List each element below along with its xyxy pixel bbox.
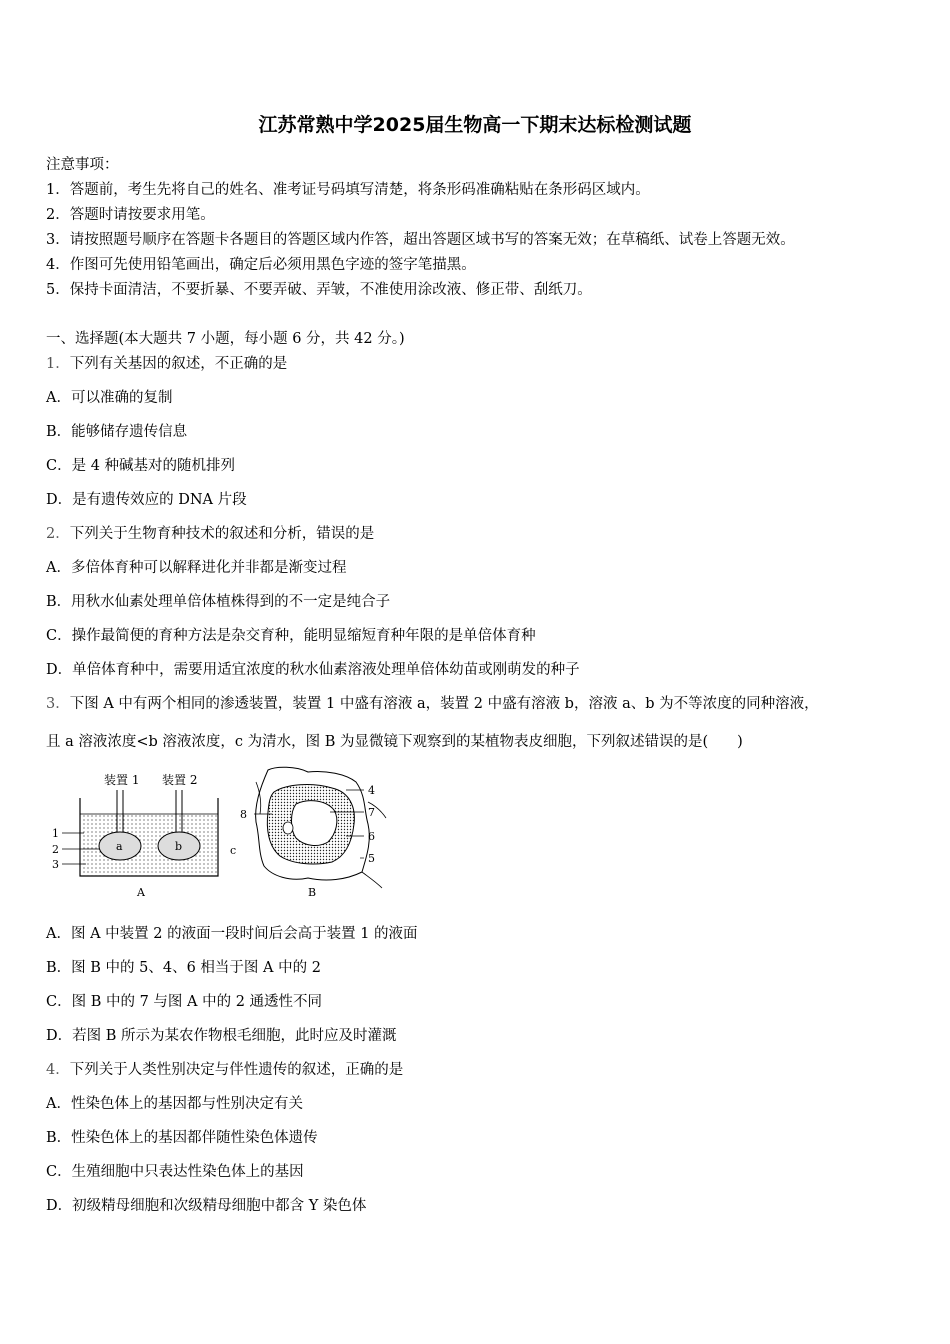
question-1-option-d: D．是有遗传效应的 DNA 片段: [46, 492, 247, 508]
question-4-option-c: C．生殖细胞中只表达性染色体上的基因: [46, 1164, 304, 1180]
part-1-label: 1: [52, 827, 59, 840]
device-1-label: 装置 1: [104, 773, 140, 787]
osmosis-diagram: [46, 762, 396, 902]
question-number: 2．: [46, 526, 70, 542]
notice-heading: 注意事项：: [46, 157, 119, 173]
notice-item: 4．作图可先使用铅笔画出，确定后必须用黑色字迹的签字笔描黑。: [46, 257, 476, 273]
figure-b-caption: B: [308, 886, 317, 899]
part-4-label: 4: [368, 784, 375, 797]
osmosis-figure: [46, 762, 396, 902]
question-2-option-c: C．操作最简便的育种方法是杂交育种，能明显缩短育种年限的是单倍体育种: [46, 628, 536, 644]
part-6-label: 6: [368, 830, 375, 843]
notice-item: 1．答题前，考生先将自己的姓名、准考证号码填写清楚，将条形码准确粘贴在条形码区域内。: [46, 182, 650, 198]
device-2-label: 装置 2: [162, 773, 198, 787]
question-3-option-b: B．图 B 中的 5、4、6 相当于图 A 中的 2: [46, 960, 321, 976]
question-3-option-a: A．图 A 中装置 2 的液面一段时间后会高于装置 1 的液面: [46, 926, 418, 942]
question-3-option-c: C．图 B 中的 7 与图 A 中的 2 通透性不同: [46, 994, 323, 1010]
question-1-stem: 1．下列有关基因的叙述，不正确的是: [46, 356, 288, 372]
solution-b-label: b: [175, 840, 183, 853]
notice-item: 5．保持卡面清洁，不要折暴、不要弄破、弄皱，不准使用涂改液、修正带、刮纸刀。: [46, 282, 592, 298]
question-2-stem: 2．下列关于生物育种技术的叙述和分析，错误的是: [46, 526, 375, 542]
question-4-option-a: A．性染色体上的基因都与性别决定有关: [46, 1096, 303, 1112]
question-number: 4．: [46, 1062, 70, 1078]
question-number: 3．: [46, 696, 70, 712]
question-4-option-d: D．初级精母细胞和次级精母细胞中都含 Y 染色体: [46, 1198, 367, 1214]
figure-a-caption: A: [137, 886, 145, 899]
question-3-stem: 3．下图 A 中有两个相同的渗透装置，装置 1 中盛有溶液 a，装置 2 中盛有溶液 b，溶液 a、b 为不等浓度的同种溶液，: [46, 696, 819, 712]
solution-a-label: a: [116, 840, 123, 853]
part-8-label: 8: [240, 808, 247, 821]
question-2-option-b: B．用秋水仙素处理单倍体植株得到的不一定是纯合子: [46, 594, 391, 610]
notice-item: 3．请按照题号顺序在答题卡各题目的答题区域内作答，超出答题区域书写的答案无效；在草稿纸、试卷上答题无效。: [46, 232, 795, 248]
question-1-option-b: B．能够储存遗传信息: [46, 424, 188, 440]
question-4-option-b: B．性染色体上的基因都伴随性染色体遗传: [46, 1130, 318, 1146]
notice-item: 2．答题时请按要求用笔。: [46, 207, 215, 223]
part-2-label: 2: [52, 843, 59, 856]
question-number: 1．: [46, 356, 70, 372]
question-4-stem: 4．下列关于人类性别决定与伴性遗传的叙述，正确的是: [46, 1062, 404, 1078]
figure-b-cell: [254, 767, 386, 888]
question-3-option-d: D．若图 B 所示为某农作物根毛细胞，此时应及时灌溉: [46, 1028, 397, 1044]
question-1-option-a: A．可以准确的复制: [46, 390, 173, 406]
question-3-stem-continued: 且 a 溶液浓度<b 溶液浓度，c 为清水，图 B 为显微镜下观察到的某植物表皮细胞，下列叙述错误的是( ): [46, 734, 743, 750]
question-1-option-c: C．是 4 种碱基对的随机排列: [46, 458, 236, 474]
part-7-label: 7: [368, 806, 375, 819]
section-heading: 一、选择题(本大题共 7 小题，每小题 6 分，共 42 分。): [46, 331, 405, 347]
page-title: 江苏常熟中学2025届生物高一下期末达标检测试题: [258, 114, 692, 136]
part-3-label: 3: [52, 858, 59, 871]
part-5-label: 5: [368, 852, 375, 865]
question-2-option-a: A．多倍体育种可以解释进化并非都是渐变过程: [46, 560, 347, 576]
question-2-option-d: D．单倍体育种中，需要用适宜浓度的秋水仙素溶液处理单倍体幼苗或刚萌发的种子: [46, 662, 580, 678]
figure-a-beaker: [62, 790, 218, 876]
water-c-label: c: [230, 844, 237, 857]
